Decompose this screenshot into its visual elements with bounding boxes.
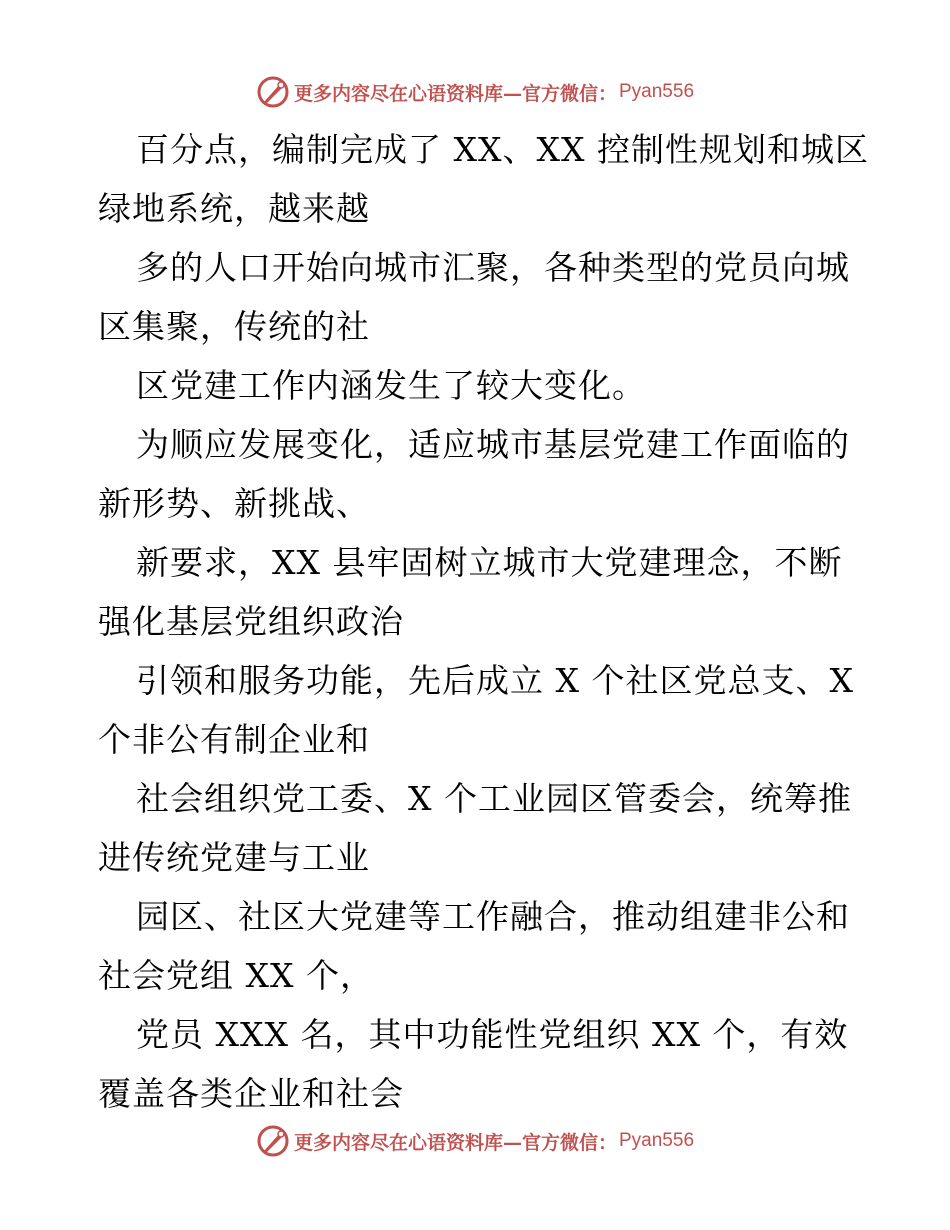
footer-banner [0, 1121, 950, 1161]
header-wechat-id: Pyan556 [619, 81, 695, 102]
header-text: 更多内容尽在心语资料库—官方微信： [293, 82, 617, 105]
body-line: 区集聚，传统的社 [98, 307, 370, 346]
document-body [98, 120, 869, 1123]
body-line: 进传统党建与工业 [98, 838, 370, 877]
footer-wechat-id: Pyan556 [619, 1130, 695, 1151]
footer-text: 更多内容尽在心语资料库—官方微信： [293, 1131, 617, 1154]
body-line: 新要求，XX 县牢固树立城市大党建理念，不断 [136, 543, 843, 582]
body-line: 社会党组 XX 个， [98, 956, 374, 995]
body-line: 党员 XXX 名，其中功能性党组织 XX 个，有效 [136, 1015, 849, 1054]
body-line: 社会组织党工委、X 个工业园区管委会，统筹推 [136, 779, 852, 818]
body-line: 新形势、新挑战、 [98, 484, 370, 523]
quill-seal-icon [256, 1124, 290, 1158]
body-line: 园区、社区大党建等工作融合，推动组建非公和 [136, 897, 850, 936]
header-banner [0, 72, 950, 112]
body-line: 引领和服务功能，先后成立 X 个社区党总支、X [136, 661, 854, 700]
body-line: 强化基层党组织政治 [98, 602, 404, 641]
body-line: 个非公有制企业和 [98, 720, 370, 759]
quill-seal-icon [256, 75, 290, 109]
body-line: 绿地系统，越来越 [98, 189, 370, 228]
body-line: 百分点，编制完成了 XX、XX 控制性规划和城区 [136, 130, 869, 169]
body-line: 区党建工作内涵发生了较大变化。 [136, 366, 646, 405]
body-line: 为顺应发展变化，适应城市基层党建工作面临的 [136, 425, 850, 464]
body-line: 多的人口开始向城市汇聚，各种类型的党员向城 [136, 248, 850, 287]
body-line: 覆盖各类企业和社会 [98, 1074, 404, 1113]
